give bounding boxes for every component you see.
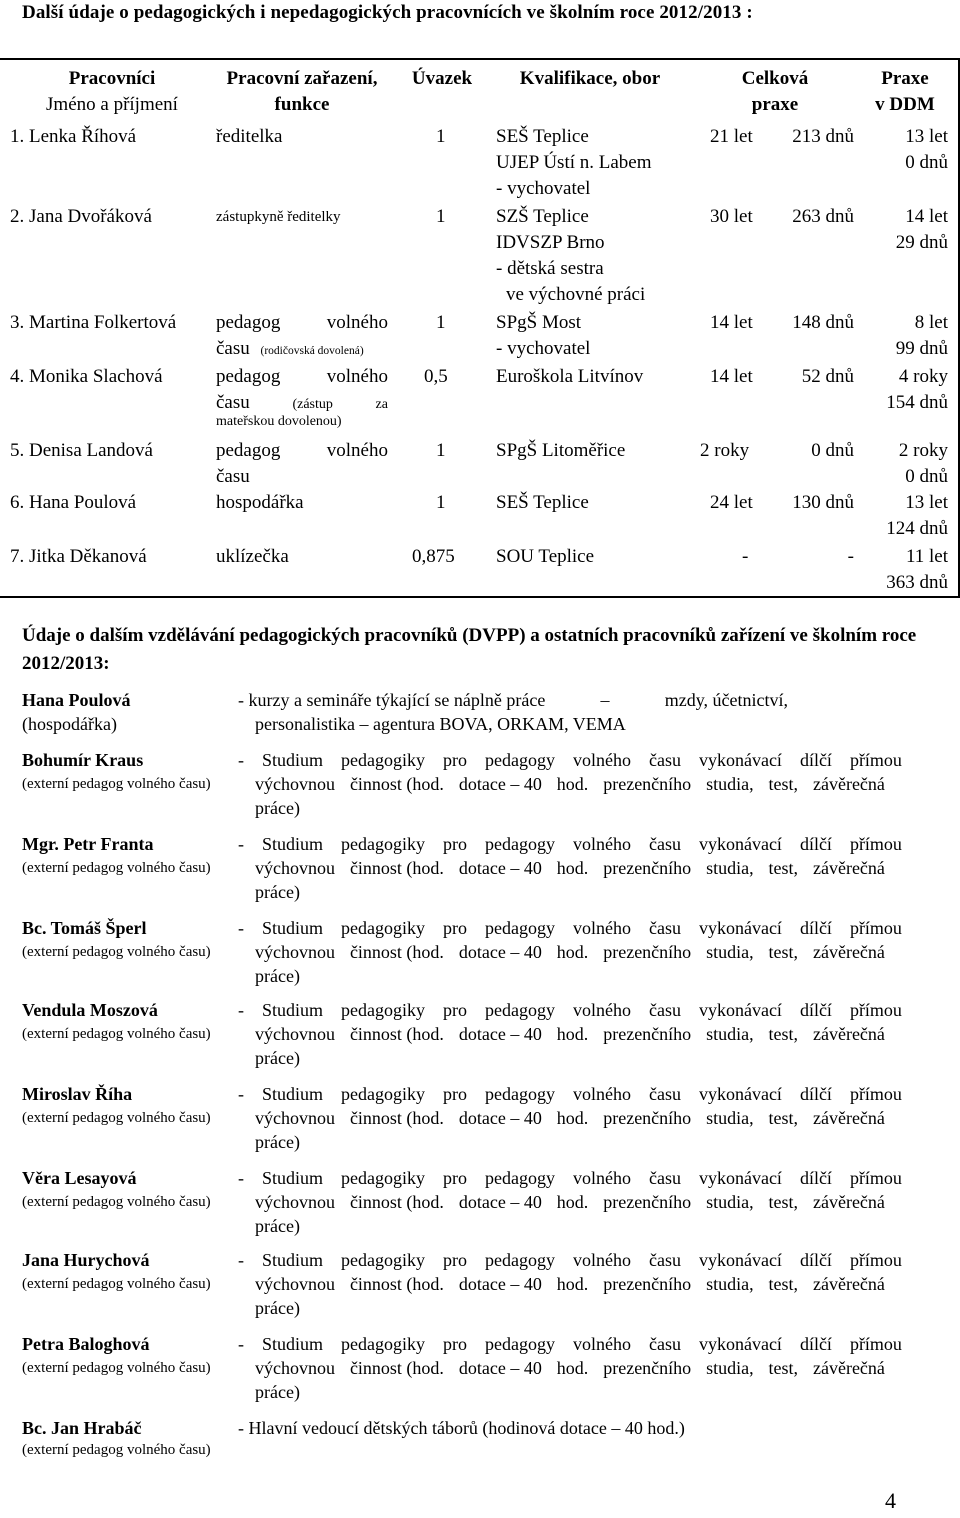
row5-ddm-1: 2 roky: [898, 440, 948, 461]
dvpp-desc-word: prezenčního: [603, 774, 692, 794]
row2-name: 2. Jana Dvořáková: [10, 206, 152, 227]
dvpp-desc-word: dílčí: [799, 1250, 832, 1270]
row4-name: 4. Monika Slachová: [10, 366, 163, 387]
row1-days: 213 dnů: [792, 126, 854, 147]
dvpp-person-role: (externí pedagog volného času): [22, 1194, 211, 1210]
dvpp-desc-word: -: [238, 1168, 244, 1188]
dvpp-desc-word: činnost (hod.: [349, 774, 444, 794]
dvpp-desc-line2: [238, 856, 885, 880]
dvpp-person-name: Věra Lesayová: [22, 1168, 137, 1188]
row7-days: -: [847, 546, 854, 567]
dvpp-desc-line1: - Hlavní vedoucí dětských táborů (hodinová dotace – 40 hod.): [238, 1418, 685, 1438]
dvpp-person-desc: [238, 1082, 902, 1154]
dvpp-desc-line1: [238, 832, 902, 856]
row3-position-word1: pedagog: [216, 312, 281, 333]
dvpp-desc-word: výchovnou: [255, 1024, 335, 1044]
dvpp-desc-word: pedagogy: [485, 1168, 555, 1188]
row5-position-line1: [216, 438, 388, 464]
dvpp-desc-word: dílčí: [799, 1084, 832, 1104]
dvpp-desc-word: přímou: [849, 1000, 902, 1020]
dvpp-desc-word: test,: [768, 1358, 799, 1378]
row6-ddm-1: 13 let: [905, 492, 948, 513]
dvpp-desc-word: vykonávací: [698, 750, 782, 770]
dvpp-person-role: (hospodářka): [22, 714, 117, 734]
dvpp-desc-word: prezenčního: [603, 1024, 692, 1044]
dvpp-desc-word: pedagogiky: [341, 834, 425, 854]
dvpp-desc-word: výchovnou: [255, 774, 335, 794]
row7-ddm-1: 11 let: [905, 546, 948, 567]
row5-qual-1: SPgŠ Litoměřice: [496, 440, 626, 461]
dvpp-person-role: (externí pedagog volného času): [22, 860, 211, 876]
dvpp-desc-word: času: [648, 1334, 681, 1354]
dvpp-person-desc: [238, 748, 902, 820]
header-qualification: Kvalifikace, obor: [519, 68, 661, 89]
row1-load: 1: [436, 126, 446, 147]
dvpp-desc-word: pro: [443, 1084, 467, 1104]
dvpp-desc-word: dílčí: [799, 1334, 832, 1354]
dvpp-desc-word: Studium: [262, 1334, 324, 1354]
dvpp-desc-word: volného: [572, 918, 631, 938]
dvpp-person-name: Hana Poulová: [22, 690, 131, 710]
row3-ddm-1: 8 let: [914, 312, 948, 333]
dvpp-person-name: Jana Hurychová: [22, 1250, 150, 1270]
dvpp-desc-word: přímou: [849, 1084, 902, 1104]
dvpp-desc-word: vykonávací: [698, 1000, 782, 1020]
dvpp-person-name: Petra Baloghová: [22, 1334, 150, 1354]
dvpp-person-desc: [238, 688, 788, 736]
dvpp-person-role: (externí pedagog volného času): [22, 1360, 211, 1376]
dvpp-desc-word: přímou: [849, 918, 902, 938]
row3-position-word3: času: [216, 338, 250, 359]
dvpp-desc-line3: práce): [255, 1298, 300, 1318]
dvpp-desc-word: dílčí: [799, 918, 832, 938]
dvpp-desc-word: dotace – 40: [458, 1024, 542, 1044]
dvpp-desc-word: -: [238, 918, 244, 938]
dvpp-desc-word: dotace – 40: [458, 1108, 542, 1128]
dvpp-desc-word: pro: [443, 1168, 467, 1188]
dvpp-desc-word: hod.: [556, 1024, 589, 1044]
dvpp-desc-word: výchovnou: [255, 1274, 335, 1294]
dvpp-person-name: Bc. Jan Hrabáč: [22, 1418, 142, 1438]
row2-ddm-1: 14 let: [905, 206, 948, 227]
dvpp-desc-word: vykonávací: [698, 1334, 782, 1354]
dvpp-person-desc: [238, 832, 902, 904]
dvpp-desc-word: závěrečná: [812, 774, 885, 794]
dvpp-desc-word: prezenčního: [603, 858, 692, 878]
row3-qual-2: - vychovatel: [496, 338, 591, 359]
dvpp-desc-word: pro: [443, 750, 467, 770]
dvpp-desc-line1: [238, 1332, 902, 1356]
dvpp-desc-word: dílčí: [799, 1000, 832, 1020]
dvpp-desc-word: Studium: [262, 834, 324, 854]
row2-years: 30 let: [710, 206, 753, 227]
dvpp-person-desc: [238, 998, 902, 1070]
dvpp-desc-word: hod.: [556, 774, 589, 794]
row3-days: 148 dnů: [792, 312, 854, 333]
dvpp-desc-part1: - kurzy a semináře týkající se náplně práce: [238, 690, 546, 710]
row6-load: 1: [436, 492, 446, 513]
dvpp-person-role: (externí pedagog volného času): [22, 944, 211, 960]
row6-qual-1: SEŠ Teplice: [496, 492, 589, 513]
row5-days: 0 dnů: [811, 440, 854, 461]
row5-position-word1: pedagog: [216, 440, 281, 461]
dvpp-desc-word: studia,: [706, 1192, 754, 1212]
dvpp-desc-word: pedagogiky: [341, 918, 425, 938]
dvpp-desc-word: výchovnou: [255, 942, 335, 962]
dvpp-desc-word: výchovnou: [255, 1108, 335, 1128]
row4-ddm-1: 4 roky: [898, 366, 948, 387]
staff-table: [0, 58, 960, 598]
dvpp-desc-word: času: [648, 918, 681, 938]
row4-days: 52 dnů: [801, 366, 854, 387]
dvpp-desc-word: času: [648, 1084, 681, 1104]
dvpp-desc-word: závěrečná: [812, 1024, 885, 1044]
dvpp-desc-word: prezenčního: [603, 1358, 692, 1378]
dvpp-desc-line2: [238, 940, 885, 964]
dvpp-person-name: Miroslav Říha: [22, 1084, 133, 1104]
header-name: [22, 66, 202, 118]
dvpp-person-desc: [238, 1166, 902, 1238]
row3-load: 1: [436, 312, 446, 333]
row1-qual-3: - vychovatel: [496, 178, 591, 199]
page-number: 4: [885, 1488, 896, 1513]
dvpp-desc-line3: práce): [255, 1048, 300, 1068]
dvpp-desc-word: přímou: [849, 1250, 902, 1270]
row1-ddm-2: 0 dnů: [905, 152, 948, 173]
dvpp-desc-word: -: [238, 1084, 244, 1104]
dvpp-desc-word: dílčí: [799, 750, 832, 770]
dvpp-desc-word: pro: [443, 918, 467, 938]
row4-years: 14 let: [710, 366, 753, 387]
header-ddm-line1: Praxe: [881, 68, 929, 89]
dvpp-desc-word: Studium: [262, 1084, 324, 1104]
header-total-line1: Celková: [741, 68, 809, 89]
dvpp-desc-word: studia,: [706, 1358, 754, 1378]
row2-qual-3: - dětská sestra: [496, 258, 604, 279]
row1-ddm-1: 13 let: [905, 126, 948, 147]
dvpp-desc-word: závěrečná: [812, 942, 885, 962]
row3-position-line2: [216, 336, 364, 364]
dvpp-desc-word: výchovnou: [255, 1192, 335, 1212]
dvpp-desc-word: volného: [572, 750, 631, 770]
row5-name: 5. Denisa Landová: [10, 440, 153, 461]
header-name-line2: Jméno a příjmení: [46, 94, 178, 115]
dvpp-desc-word: přímou: [849, 834, 902, 854]
dvpp-desc-word: test,: [768, 1192, 799, 1212]
dvpp-desc-line3: práce): [255, 1132, 300, 1152]
row4-position-word2: volného: [326, 366, 388, 387]
dvpp-desc-line1: [238, 688, 788, 712]
dvpp-desc-word: pro: [443, 1334, 467, 1354]
dvpp-desc-word: volného: [572, 834, 631, 854]
row4-position-line1: [216, 364, 388, 390]
dvpp-desc-word: test,: [768, 942, 799, 962]
dvpp-desc-line1: [238, 748, 902, 772]
dvpp-desc-word: vykonávací: [698, 1250, 782, 1270]
dvpp-desc-word: hod.: [556, 1108, 589, 1128]
dvpp-desc-line1: [238, 1166, 902, 1190]
row7-qual-1: SOU Teplice: [496, 546, 595, 567]
row3-ddm-2: 99 dnů: [895, 338, 948, 359]
dvpp-desc-word: času: [648, 750, 681, 770]
row7-load: 0,875: [412, 546, 455, 567]
dvpp-desc-line1: [238, 1082, 902, 1106]
row3-position-note: (rodičovská dovolená): [260, 345, 364, 357]
dvpp-desc-word: činnost (hod.: [349, 1024, 444, 1044]
row5-years: 2 roky: [700, 440, 750, 461]
dvpp-desc-word: závěrečná: [812, 1274, 885, 1294]
dvpp-person-desc: [238, 1332, 902, 1404]
dvpp-desc-word: pedagogy: [485, 1084, 555, 1104]
row1-position: ředitelka: [216, 126, 283, 147]
dvpp-desc-word: hod.: [556, 1274, 589, 1294]
header-ddm-line2: v DDM: [875, 94, 935, 115]
dvpp-desc-word: prezenčního: [603, 1108, 692, 1128]
row4-qual-1: Euroškola Litvínov: [496, 366, 644, 387]
dvpp-desc-word: Studium: [262, 1000, 324, 1020]
dvpp-desc-word: test,: [768, 1274, 799, 1294]
dvpp-desc-word: hod.: [556, 858, 589, 878]
dvpp-desc-word: pedagogy: [485, 1250, 555, 1270]
dvpp-desc-word: závěrečná: [812, 1108, 885, 1128]
row7-name: 7. Jitka Děkanová: [10, 546, 147, 567]
dvpp-person-name: Mgr. Petr Franta: [22, 834, 154, 854]
row7-ddm-2: 363 dnů: [886, 572, 948, 593]
dvpp-desc-word: volného: [572, 1000, 631, 1020]
row3-position-line1: [216, 310, 388, 336]
dvpp-desc-line2: [238, 1272, 885, 1296]
dvpp-desc-word: volného: [572, 1084, 631, 1104]
dvpp-desc-word: činnost (hod.: [349, 1192, 444, 1212]
dvpp-desc-word: činnost (hod.: [349, 942, 444, 962]
row6-days: 130 dnů: [792, 492, 854, 513]
dvpp-person-role: (externí pedagog volného času): [22, 1276, 211, 1292]
dvpp-desc-word: závěrečná: [812, 858, 885, 878]
dvpp-desc-word: dotace – 40: [458, 1192, 542, 1212]
row5-position-word2: volného: [326, 440, 388, 461]
dvpp-desc-word: výchovnou: [255, 858, 335, 878]
dvpp-desc-word: činnost (hod.: [349, 858, 444, 878]
dvpp-desc-word: hod.: [556, 942, 589, 962]
row2-position: zástupkyně ředitelky: [216, 209, 341, 225]
dvpp-desc-word: studia,: [706, 1024, 754, 1044]
dvpp-desc-word: test,: [768, 1024, 799, 1044]
dvpp-desc-word: pedagogy: [485, 834, 555, 854]
dvpp-desc-word: vykonávací: [698, 834, 782, 854]
dvpp-person-role: (externí pedagog volného času): [22, 1026, 211, 1042]
dvpp-desc-word: volného: [572, 1168, 631, 1188]
dvpp-desc-line2: personalistika – agentura BOVA, ORKAM, VEMA: [255, 714, 626, 734]
dvpp-desc-line1: [238, 916, 902, 940]
dvpp-desc-line2: [238, 1190, 885, 1214]
row2-days: 263 dnů: [792, 206, 854, 227]
dvpp-desc-line3: práce): [255, 798, 300, 818]
dvpp-desc-word: Studium: [262, 750, 324, 770]
row4-position-word5: za: [375, 397, 388, 412]
dvpp-desc-word: pedagogy: [485, 1334, 555, 1354]
dvpp-desc-word: času: [648, 1000, 681, 1020]
dvpp-desc-line3: práce): [255, 882, 300, 902]
dvpp-desc-word: dotace – 40: [458, 1358, 542, 1378]
dvpp-person-role: (externí pedagog volného času): [22, 1442, 211, 1458]
dvpp-desc-word: času: [648, 1168, 681, 1188]
dvpp-desc-word: -: [238, 1250, 244, 1270]
dvpp-desc-word: závěrečná: [812, 1358, 885, 1378]
dvpp-desc-word: vykonávací: [698, 918, 782, 938]
row6-ddm-2: 124 dnů: [886, 518, 948, 539]
dvpp-desc-word: prezenčního: [603, 1192, 692, 1212]
dvpp-desc-word: Studium: [262, 1250, 324, 1270]
dvpp-desc-word: závěrečná: [812, 1192, 885, 1212]
dvpp-desc-word: test,: [768, 774, 799, 794]
row2-qual-4: ve výchovné práci: [506, 284, 646, 305]
row7-position: uklízečka: [216, 546, 289, 567]
dvpp-desc-word: dotace – 40: [458, 942, 542, 962]
row4-position-word4: (zástup: [292, 397, 333, 412]
dvpp-desc-line1: [238, 1248, 902, 1272]
dvpp-desc-word: dílčí: [799, 834, 832, 854]
row4-position-word1: pedagog: [216, 366, 281, 387]
dvpp-desc-word: -: [238, 750, 244, 770]
dvpp-desc-line2: [238, 1106, 885, 1130]
row2-ddm-2: 29 dnů: [895, 232, 948, 253]
dvpp-desc-word: pro: [443, 834, 467, 854]
header-name-line1: Pracovníci: [68, 68, 156, 89]
dvpp-desc-word: pedagogy: [485, 1000, 555, 1020]
row5-ddm-2: 0 dnů: [905, 466, 948, 487]
row3-position-word2: volného: [326, 312, 388, 333]
dvpp-desc-word: volného: [572, 1334, 631, 1354]
dvpp-desc-line3: práce): [255, 966, 300, 986]
dvpp-desc-word: studia,: [706, 858, 754, 878]
dvpp-desc-word: studia,: [706, 1108, 754, 1128]
header-position-line1: Pracovní zařazení,: [226, 68, 378, 89]
dvpp-person-desc: [238, 1416, 902, 1440]
dvpp-desc-word: výchovnou: [255, 1358, 335, 1378]
dvpp-desc-line2: [238, 1356, 885, 1380]
row4-position-word3: času: [216, 392, 250, 413]
dvpp-desc-word: činnost (hod.: [349, 1108, 444, 1128]
row5-position-line2: času: [216, 466, 250, 487]
dvpp-desc-word: studia,: [706, 942, 754, 962]
header-total-line2: praxe: [751, 94, 799, 115]
dvpp-desc-word: test,: [768, 1108, 799, 1128]
dvpp-person-desc: [238, 1248, 902, 1320]
header-total-practice: [700, 66, 850, 118]
row6-years: 24 let: [710, 492, 753, 513]
dvpp-desc-word: dotace – 40: [458, 1274, 542, 1294]
dvpp-desc-word: pedagogiky: [341, 1334, 425, 1354]
dvpp-desc-word: -: [238, 834, 244, 854]
dvpp-person-name: Vendula Moszová: [22, 1000, 158, 1020]
dvpp-desc-word: času: [648, 1250, 681, 1270]
row4-load: 0,5: [424, 366, 448, 387]
dvpp-desc-word: přímou: [849, 1168, 902, 1188]
row1-years: 21 let: [710, 126, 753, 147]
dvpp-person-name: Bohumír Kraus: [22, 750, 144, 770]
dvpp-desc-part2: –: [600, 690, 610, 710]
dvpp-desc-word: hod.: [556, 1192, 589, 1212]
dvpp-desc-word: dílčí: [799, 1168, 832, 1188]
dvpp-desc-word: prezenčního: [603, 1274, 692, 1294]
row2-load: 1: [436, 206, 446, 227]
dvpp-desc-word: přímou: [849, 750, 902, 770]
dvpp-person-name: Bc. Tomáš Šperl: [22, 918, 147, 938]
dvpp-desc-word: pedagogy: [485, 750, 555, 770]
dvpp-desc-line1: [238, 998, 902, 1022]
row1-name: 1. Lenka Říhová: [10, 126, 137, 147]
dvpp-desc-line2: [238, 1022, 885, 1046]
dvpp-desc-word: činnost (hod.: [349, 1274, 444, 1294]
dvpp-desc-line3: práce): [255, 1382, 300, 1402]
page-title: Další údaje o pedagogických i nepedagogických pracovnících ve školním roce 2012/2013 :: [22, 2, 753, 23]
dvpp-desc-word: pedagogiky: [341, 750, 425, 770]
dvpp-desc-word: pedagogiky: [341, 1000, 425, 1020]
header-load: Úvazek: [411, 68, 473, 89]
dvpp-desc-word: -: [238, 1000, 244, 1020]
dvpp-person-desc: [238, 916, 902, 988]
dvpp-desc-word: vykonávací: [698, 1084, 782, 1104]
dvpp-desc-word: volného: [572, 1250, 631, 1270]
row7-years: -: [742, 546, 749, 567]
dvpp-desc-word: prezenčního: [603, 942, 692, 962]
row2-qual-1: SZŠ Teplice: [496, 206, 589, 227]
dvpp-desc-word: test,: [768, 858, 799, 878]
dvpp-person-role: (externí pedagog volného času): [22, 1110, 211, 1126]
dvpp-desc-line2: [238, 772, 885, 796]
dvpp-desc-word: času: [648, 834, 681, 854]
row4-position-line3: mateřskou dovolenou): [216, 414, 342, 429]
header-position: [212, 66, 392, 118]
row3-qual-1: SPgŠ Most: [496, 312, 582, 333]
dvpp-desc-word: Studium: [262, 918, 324, 938]
dvpp-desc-word: pedagogiky: [341, 1168, 425, 1188]
dvpp-desc-word: pedagogy: [485, 918, 555, 938]
row2-qual-2: IDVSZP Brno: [496, 232, 605, 253]
row3-name: 3. Martina Folkertová: [10, 312, 177, 333]
row6-name: 6. Hana Poulová: [10, 492, 137, 513]
dvpp-desc-word: činnost (hod.: [349, 1358, 444, 1378]
header-ddm-practice: [862, 66, 948, 118]
dvpp-desc-word: -: [238, 1334, 244, 1354]
dvpp-desc-word: pedagogiky: [341, 1250, 425, 1270]
dvpp-desc-word: pro: [443, 1000, 467, 1020]
dvpp-desc-word: hod.: [556, 1358, 589, 1378]
dvpp-desc-word: pedagogiky: [341, 1084, 425, 1104]
dvpp-desc-word: vykonávací: [698, 1168, 782, 1188]
row5-load: 1: [436, 440, 446, 461]
dvpp-desc-word: studia,: [706, 1274, 754, 1294]
row1-qual-1: SEŠ Teplice: [496, 126, 589, 147]
header-position-line2: funkce: [274, 94, 330, 115]
dvpp-desc-word: dotace – 40: [458, 774, 542, 794]
dvpp-desc-word: přímou: [849, 1334, 902, 1354]
dvpp-desc-line3: práce): [255, 1216, 300, 1236]
dvpp-section-title: Údaje o dalším vzdělávání pedagogických pracovníků (DVPP) a ostatních pracovníků zařízení ve školním roce 2012/2013:: [22, 625, 917, 674]
row3-years: 14 let: [710, 312, 753, 333]
row1-qual-2: UJEP Ústí n. Labem: [496, 152, 652, 173]
dvpp-desc-word: dotace – 40: [458, 858, 542, 878]
dvpp-desc-word: pro: [443, 1250, 467, 1270]
dvpp-desc-part3: mzdy, účetnictví,: [664, 690, 788, 710]
dvpp-desc-word: Studium: [262, 1168, 324, 1188]
dvpp-desc-word: studia,: [706, 774, 754, 794]
row6-position: hospodářka: [216, 492, 304, 513]
dvpp-person-role: (externí pedagog volného času): [22, 776, 211, 792]
row4-ddm-2: 154 dnů: [886, 392, 948, 413]
